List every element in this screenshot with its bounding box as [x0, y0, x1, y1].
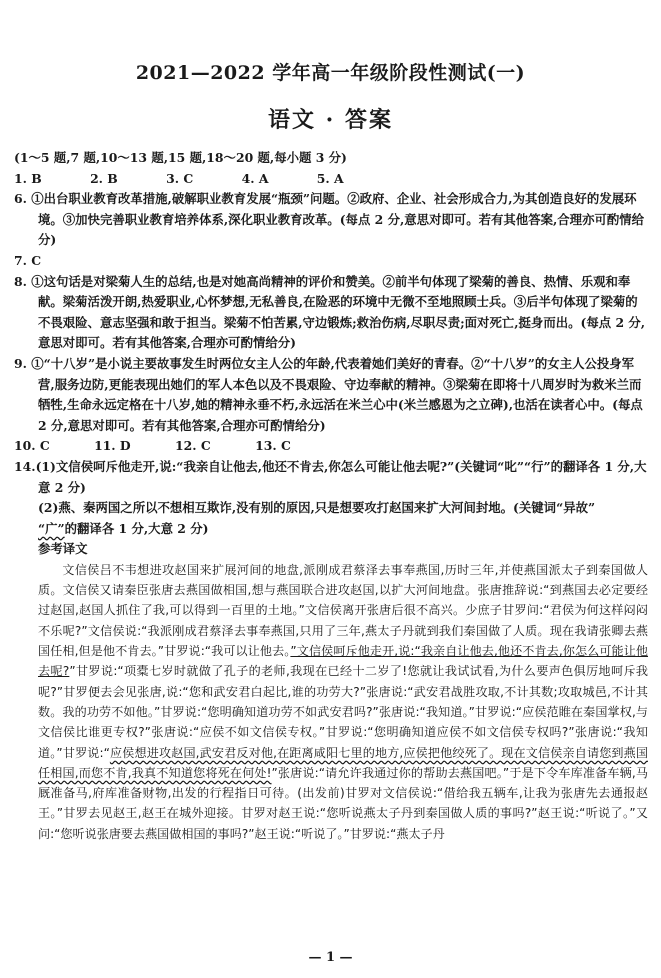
- answer-q9: 9. ①“十八岁”是小说主要故事发生时两位女主人公的年龄,代表着她们美好的青春。②“十八岁”的女主人公投身军营,服务边防,更能表现出她们的军人本色以及不畏艰险、守边奉献的精神。③梁菊在即将十八周岁时为救米兰而牺牲,生命永远定格在十八岁,她的精神永垂不朽,永远活在米兰心中(米兰感恩为之立碑),也活在读者心中。(每点 2 分,意思对即可。若有其他答案,合理亦可酌情给分): [14, 355, 643, 433]
- q14-part1-text: (1)文信侯呵斥他走开,说:“我亲自让他去,他还不肯去,你怎么可能让他去呢?”(关键词“叱”“行”的翻译各 1 分,大意 2 分): [35, 458, 647, 495]
- mcq-answers-1-5: [14, 169, 648, 190]
- answer-q5: 5. A: [316, 170, 344, 186]
- answer-q7: 7. C: [14, 252, 42, 268]
- answer-q8: 8. ①这句话是对梁菊人生的总结,也是对她高尚精神的评价和赞美。②前半句体现了梁菊的善良、热情、乐观和奉献。梁菊活泼开朗,热爱职业,心怀梦想,无私善良,在险恶的环境中无微不至地照顾士兵。③后半句体现了梁菊的不畏艰险、意志坚强和敢于担当。梁菊不怕苦累,守边锻炼;救治伤病,尽职尽责;面对死亡,挺身而出。(每点 2 分,意思对即可。若有其他答案,合理亦可酌情给分): [14, 273, 646, 351]
- translation-part2: ”甘罗说:“项橐七岁时就做了孔子的老师,我现在已经十二岁了!您就让我试试看,为什么要声色俱厉地呵斥我呢?”甘罗便去会见张唐,说:“您和武安君白起比,谁的功劳大?”张唐说:“武安君战胜攻取,不计其数;攻取城邑,不计其数。我的功劳不如他。”甘罗说:“您明确知道功劳不如武安君吗?”张唐说:“我知道。”甘罗说:“应侯范睢在秦国掌权,与文信侯比谁更专权?”张唐说:“应侯不如文信侯专权。”甘罗说:“您明确知道应侯不如文信侯专权吗?”张唐说:“我知道。”甘罗说:“: [38, 664, 648, 760]
- document-title: 2021—2022 学年高一年级阶段性测试(一): [135, 62, 526, 84]
- q14-part2-text: (2)燕、秦两国之所以不想相互欺诈,没有别的原因,只是想要攻打赵国来扩大河间封地。(关键词“异故”: [38, 500, 596, 516]
- answer-content: [14, 148, 648, 844]
- page-number: — 1 —: [308, 950, 353, 965]
- q14-part2-keyword: “广”: [38, 520, 65, 536]
- translation-underlined-sentence: ”文信侯呵斥他走开,说:“我亲自让他去,他还不肯去,你怎么可能让他去呢?: [38, 644, 649, 679]
- scoring-note: (1～5 题,7 题,10～13 题,15 题,18～20 题,每小题 3 分): [14, 150, 347, 165]
- answer-q11: 11. D: [94, 438, 131, 454]
- answer-q3: 3. C: [166, 170, 194, 186]
- answer-q4: 4. A: [241, 170, 269, 186]
- q14-part2-scoring: 的翻译各 1 分,大意 2 分): [64, 520, 209, 536]
- answer-q1: 1. B: [14, 170, 42, 186]
- answer-q12: 12. C: [175, 438, 211, 454]
- q14-number: 14.: [14, 458, 36, 474]
- document-subtitle: 语文 · 答案: [268, 107, 393, 133]
- translation-wavy-sentence: 应侯想进攻赵国,武安君反对他,在距离咸阳七里的地方,应侯把他绞死了。现在文信侯亲自请您到燕国任相国,而您不肯,我真不知道您将死在何处!: [38, 745, 648, 780]
- translation-part1: 文信侯吕不韦想进攻赵国来扩展河间的地盘,派刚成君蔡泽去事奉燕国,历时三年,并使燕国派太子到秦国做人质。文信侯又请秦臣张唐去燕国做相国,想与燕国联合进攻赵国,以扩大河间地盘。张唐推辞说:“到燕国去必定要经过赵国,赵国人抓住了我,可以得到一百里的土地。”文信侯离开张唐后很不高兴。少庶子甘罗问:“君侯为何这样闷闷不乐呢?”文信侯说:“我派刚成君蔡泽去事奉燕国,只用了三年,燕太子丹就到我们秦国做了人质。现在我请张卿去燕国任相,但是他不肯去。”甘罗说:“我可以让他去。: [38, 562, 648, 659]
- answer-q13: 13. C: [255, 438, 291, 454]
- reference-translation-heading: 参考译文: [38, 541, 88, 557]
- answer-q6: 6. ①出台职业教育改革措施,破解职业教育发展“瓶颈”问题。②政府、企业、社会形成合力,为其创造良好的发展环境。③加快完善职业教育培养体系,深化职业教育改革。(每点 2 分,意思对即可。若有其他答案,合理亦可酌情给分): [14, 191, 645, 248]
- answer-q14-part1: [14, 457, 648, 498]
- reference-translation: [14, 560, 648, 844]
- answer-q14-part2: [14, 498, 648, 539]
- answer-q2: 2. B: [90, 170, 118, 186]
- answer-q10: 10. C: [14, 438, 50, 454]
- mcq-answers-10-13: [14, 436, 648, 457]
- translation-part3: ”张唐说:“请允许我通过你的帮助去燕国吧。”于是下令车库准备车辆,马厩准备马,府库准备财物,出发的行程指日可待。(出发前)甘罗对文信侯说:“借给我五辆车,让我为张唐先去通报赵王。”甘罗去见赵王,赵王在城外迎接。甘罗对赵王说:“您听说燕太子丹到秦国做人质的事吗?”赵王说:“听说了。”又问:“您听说张唐要去燕国做相国的事吗?”赵王说:“听说了。”甘罗说:“燕太子丹: [38, 765, 648, 841]
